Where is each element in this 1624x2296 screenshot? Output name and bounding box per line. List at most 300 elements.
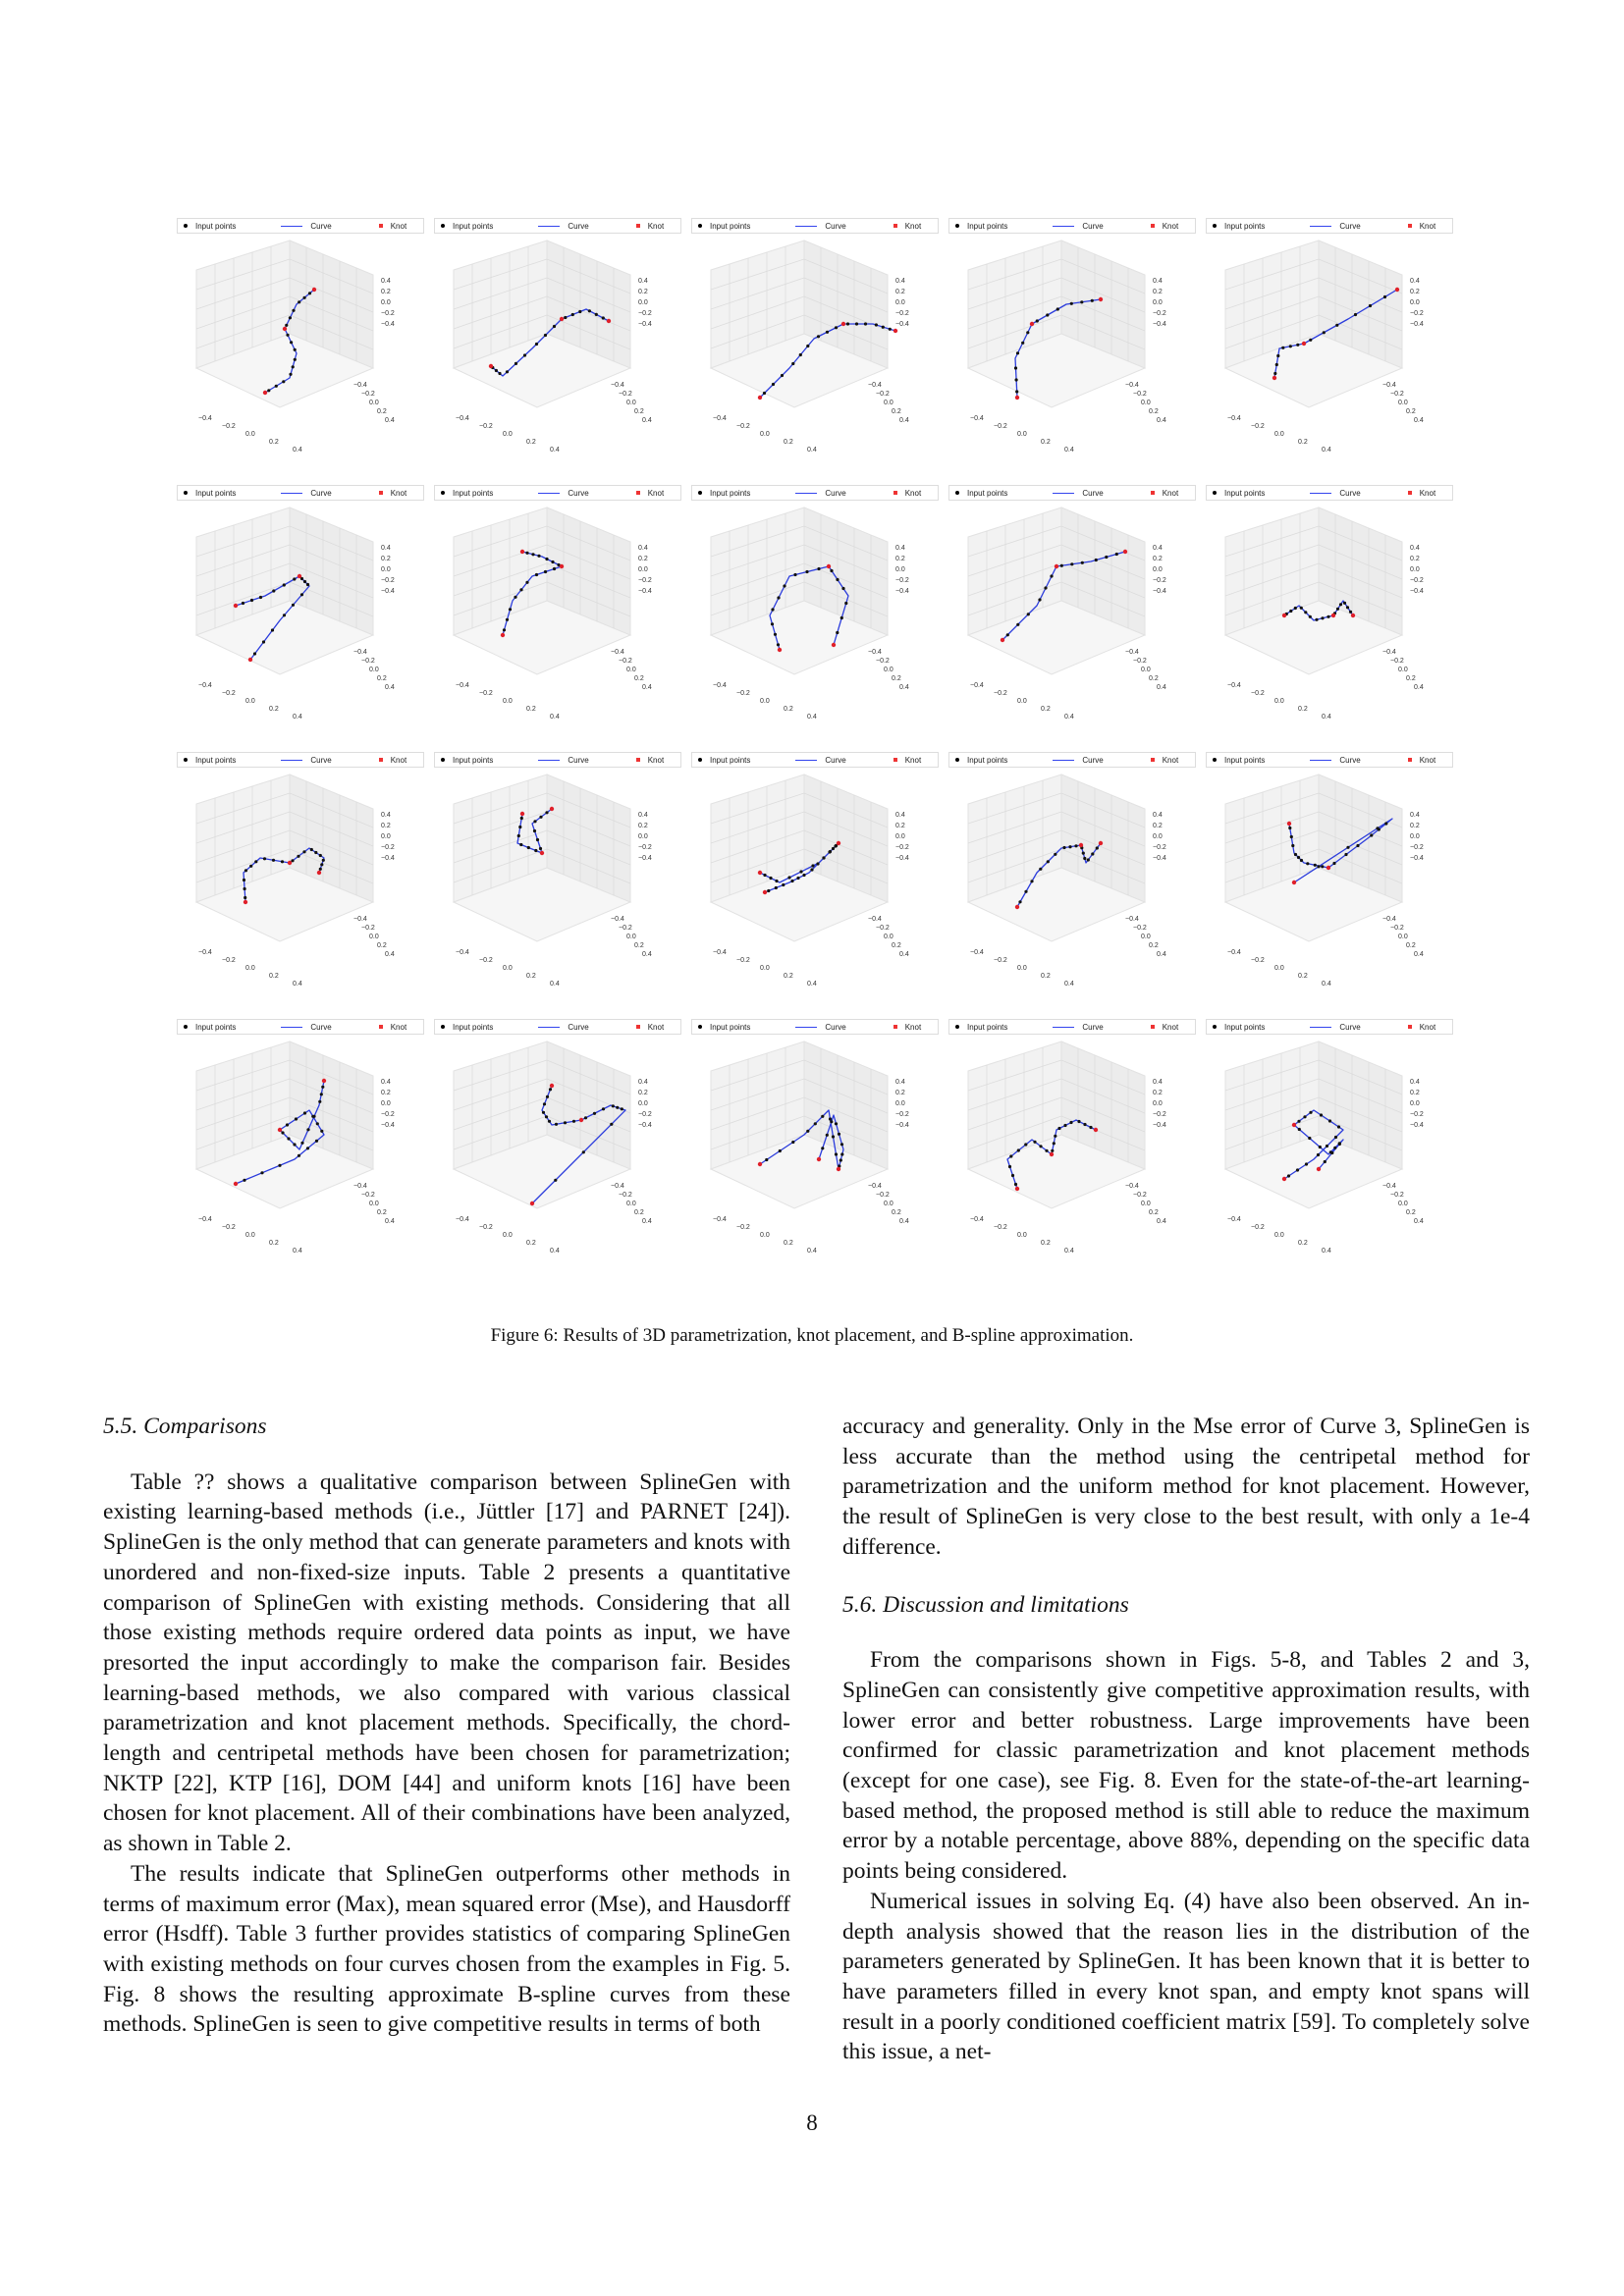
x-tick-label: 0.0: [503, 1232, 513, 1239]
legend-curve: Curve: [825, 1022, 846, 1032]
legend-curve: Curve: [1082, 1022, 1104, 1032]
z-tick-label: 0.2: [1410, 823, 1420, 829]
3d-axes: [691, 1037, 942, 1282]
x-tick-label: 0.4: [550, 1248, 560, 1255]
legend-knot: Knot: [1419, 1022, 1436, 1032]
legend-input-points: Input points: [710, 488, 751, 498]
y-tick-label: −0.2: [361, 925, 375, 932]
y-tick-label: −0.4: [868, 916, 882, 923]
x-tick-label: 0.0: [245, 431, 255, 438]
input-point: [525, 581, 528, 584]
input-point: [826, 1134, 829, 1137]
input-point: [822, 856, 825, 859]
input-point: [318, 1100, 321, 1103]
legend-curve: Curve: [310, 1022, 332, 1032]
y-tick-label: 0.0: [369, 1201, 379, 1207]
input-point: [1294, 607, 1297, 610]
x-tick-label: 0.4: [807, 981, 817, 988]
input-point: [285, 324, 288, 327]
knot-marker: [778, 648, 782, 652]
input-point: [1324, 1160, 1326, 1163]
input-point: [518, 826, 521, 828]
z-tick-label: −0.4: [1153, 855, 1166, 862]
input-point: [1346, 606, 1349, 609]
input-point: [1298, 1128, 1301, 1131]
legend-input-points: Input points: [1224, 755, 1266, 765]
x-tick-label: −0.4: [456, 415, 469, 422]
input-point: [278, 1164, 281, 1167]
z-tick-label: −0.4: [1410, 588, 1424, 595]
legend-knot: Knot: [904, 221, 922, 231]
y-tick-label: 0.2: [377, 1209, 387, 1216]
input-point: [1024, 890, 1027, 893]
y-tick-label: 0.4: [1157, 684, 1166, 691]
z-tick-label: 0.2: [1410, 556, 1420, 562]
x-tick-label: −0.2: [736, 690, 750, 697]
input-point: [802, 874, 805, 877]
z-tick-label: −0.2: [1153, 1111, 1166, 1118]
legend-input-points: Input points: [967, 488, 1008, 498]
paragraph: The results indicate that SplineGen outperforms other methods in terms of maximum error (Max), mean squared error (Mse), and Hausdorff error (Hsdff). Table 3 further provides statistics of comparing SplineGen with existing methods on four curves chosen from the examples in Fig. 5. Fig. 8 shows the resulting approximate B-spline curves from these methods. SplineGen is seen to give competitive results in terms of both: [103, 1860, 790, 2038]
3d-axes: [434, 503, 684, 748]
input-point: [578, 310, 581, 313]
input-point: [306, 583, 309, 586]
input-point: [539, 816, 542, 819]
input-point: [242, 602, 244, 605]
input-point: [548, 1120, 551, 1123]
input-point: [553, 325, 556, 328]
input-point: [771, 622, 774, 625]
input-point: [828, 850, 831, 853]
input-point: [1376, 827, 1379, 829]
input-point: [1096, 846, 1099, 849]
x-tick-label: 0.2: [269, 1240, 279, 1247]
input-point: [506, 618, 509, 621]
y-tick-label: −0.4: [1125, 916, 1139, 923]
x-tick-label: −0.4: [198, 682, 212, 689]
x-tick-label: −0.4: [970, 415, 984, 422]
input-point: [535, 343, 538, 346]
x-tick-label: −0.2: [222, 957, 236, 964]
input-point: [817, 567, 820, 570]
input-point: [286, 1123, 289, 1126]
input-point: [553, 567, 556, 570]
x-tick-label: 0.4: [1064, 981, 1074, 988]
y-tick-label: 0.0: [884, 934, 893, 940]
input-point: [1321, 865, 1324, 868]
z-tick-label: 0.0: [381, 1100, 391, 1107]
figure-6: [177, 218, 1453, 1298]
z-tick-label: −0.4: [1410, 855, 1424, 862]
figure-panel: [1206, 485, 1456, 750]
input-point: [531, 553, 534, 556]
y-tick-label: 0.2: [1406, 675, 1416, 682]
input-point: [293, 1143, 296, 1146]
input-point: [771, 608, 774, 611]
figure-panel: [1206, 218, 1456, 483]
input-point: [537, 555, 540, 558]
z-tick-label: 0.4: [895, 278, 905, 285]
input-point: [244, 887, 246, 890]
legend-input-points: Input points: [967, 1022, 1008, 1032]
z-tick-label: 0.4: [895, 545, 905, 552]
z-tick-label: 0.0: [638, 833, 648, 840]
x-tick-label: 0.4: [1322, 981, 1331, 988]
x-tick-label: 0.2: [1298, 973, 1308, 980]
x-tick-label: −0.2: [479, 1224, 493, 1231]
knot-marker: [827, 564, 831, 568]
x-tick-label: 0.4: [1064, 714, 1074, 721]
input-point: [889, 328, 892, 331]
y-tick-label: −0.2: [619, 925, 632, 932]
figure-panel: [177, 218, 427, 483]
z-tick-label: −0.2: [895, 1111, 909, 1118]
x-tick-label: −0.2: [479, 957, 493, 964]
knot-marker: [817, 1157, 821, 1161]
input-point: [543, 1102, 546, 1105]
input-point: [775, 886, 778, 889]
input-point: [1346, 846, 1349, 849]
input-point: [243, 1179, 245, 1182]
z-tick-label: −0.2: [895, 577, 909, 584]
z-tick-label: 0.2: [1153, 556, 1163, 562]
legend-input-points: Input points: [1224, 1022, 1266, 1032]
z-tick-label: 0.4: [381, 278, 391, 285]
z-tick-label: 0.2: [381, 823, 391, 829]
input-point: [520, 817, 523, 820]
input-point: [281, 860, 284, 863]
figure-panel: [691, 485, 942, 750]
z-tick-label: −0.2: [1153, 577, 1166, 584]
knot-marker: [520, 550, 524, 554]
input-point: [244, 896, 246, 899]
y-tick-label: 0.0: [626, 400, 636, 406]
paragraph: accuracy and generality. Only in the Mse error of Curve 3, SplineGen is less accurate than the method using the centripetal method for parametrization and the uniform method for knot placement. However, the result of SplineGen is very close to the best result, with only a 1e-4 difference.: [842, 1414, 1530, 1560]
input-point: [1336, 608, 1339, 611]
input-point: [1081, 561, 1084, 564]
z-tick-label: −0.4: [638, 588, 652, 595]
legend-knot: Knot: [904, 755, 922, 765]
input-point: [1323, 331, 1326, 334]
legend-curve: Curve: [1082, 488, 1104, 498]
paragraph: Table ?? shows a qualitative comparison between SplineGen with existing learning-based methods (i.e., Jüttler [17] and PARNET [24]). SplineGen is the only method that can generate parameters and knots with unordered and non-fixed-size inputs. Table 2 presents a quantitative comparison of SplineGen with existing methods. Considering that all those existing methods require ordered data points as input, we have presorted the input accordingly to make the comparison fair. Besides learning-based methods, we also compared with various classical parametrization and knot placement methods. Specifically, the chord-length and centripetal methods have been chosen for parametrization; NKTP [22], KTP [16], DOM [44] and uniform knots [16] have been chosen for knot placement. All of their combinations have been analyzed, as shown in Table 2.: [103, 1468, 790, 1857]
knot-marker: [1050, 1152, 1054, 1156]
legend-knot: Knot: [647, 488, 665, 498]
x-tick-label: 0.0: [245, 965, 255, 972]
input-point: [1356, 844, 1359, 847]
legend-input-points: Input points: [967, 221, 1008, 231]
y-tick-label: −0.2: [619, 1192, 632, 1199]
input-point: [826, 331, 829, 334]
knot-marker: [1326, 866, 1330, 870]
input-point: [303, 296, 306, 299]
input-point: [320, 1130, 323, 1133]
legend-input-points: Input points: [1224, 221, 1266, 231]
y-tick-label: 0.0: [1398, 400, 1408, 406]
input-point: [316, 1122, 319, 1125]
input-point: [1083, 1123, 1086, 1126]
x-tick-label: 0.0: [1017, 965, 1027, 972]
x-tick-label: −0.4: [1227, 415, 1241, 422]
input-point: [514, 362, 517, 365]
z-tick-label: −0.4: [895, 855, 909, 862]
input-point: [1309, 615, 1312, 618]
z-tick-label: 0.4: [381, 812, 391, 819]
input-point: [875, 323, 878, 326]
x-tick-label: 0.0: [245, 1232, 255, 1239]
input-point: [775, 880, 778, 882]
x-tick-label: 0.2: [1298, 1240, 1308, 1247]
figure-panel: [948, 485, 1199, 750]
z-tick-label: −0.4: [895, 588, 909, 595]
x-tick-label: 0.2: [526, 706, 536, 713]
input-point: [772, 383, 775, 386]
input-point: [829, 1117, 832, 1120]
input-point: [830, 569, 833, 572]
legend-input-points: Input points: [1224, 488, 1266, 498]
x-tick-label: −0.4: [456, 949, 469, 956]
legend-knot: Knot: [1162, 221, 1179, 231]
z-tick-label: −0.2: [1410, 577, 1424, 584]
z-tick-label: 0.4: [1410, 812, 1420, 819]
y-tick-label: −0.4: [868, 1183, 882, 1190]
x-tick-label: 0.0: [1017, 698, 1027, 705]
input-point: [838, 1133, 840, 1136]
z-tick-label: −0.4: [1410, 1122, 1424, 1129]
input-point: [1328, 1119, 1331, 1122]
y-tick-label: 0.0: [626, 1201, 636, 1207]
legend-knot: Knot: [1162, 755, 1179, 765]
input-point: [612, 1104, 615, 1107]
y-tick-label: 0.0: [1398, 1201, 1408, 1207]
input-point: [1294, 853, 1297, 856]
legend: [1206, 485, 1453, 501]
x-tick-label: 0.2: [784, 973, 793, 980]
y-tick-label: −0.2: [361, 391, 375, 398]
z-tick-label: 0.2: [638, 823, 648, 829]
figure-panel: [691, 218, 942, 483]
input-point: [1080, 300, 1083, 303]
knot-marker: [312, 288, 316, 292]
z-tick-label: −0.4: [381, 855, 395, 862]
input-point: [1317, 1153, 1320, 1156]
input-point: [1015, 378, 1018, 381]
input-point: [244, 869, 247, 872]
knot-marker: [1351, 614, 1355, 617]
y-tick-label: −0.2: [1390, 1192, 1404, 1199]
input-point: [806, 345, 809, 347]
input-point: [495, 369, 498, 372]
x-tick-label: 0.2: [269, 973, 279, 980]
input-point: [1287, 1174, 1290, 1177]
legend: [948, 752, 1196, 768]
knot-marker: [1015, 1187, 1019, 1191]
y-tick-label: 0.2: [1149, 942, 1159, 949]
x-tick-label: 0.2: [526, 439, 536, 446]
x-tick-label: −0.2: [994, 1224, 1007, 1231]
input-point: [555, 1123, 558, 1126]
page-number: 8: [806, 2110, 818, 2135]
input-point: [283, 583, 286, 586]
y-tick-label: 0.0: [1141, 1201, 1151, 1207]
knot-marker: [244, 900, 247, 904]
input-point: [1077, 1120, 1080, 1123]
input-point: [1300, 859, 1303, 862]
figure-panel: [948, 1019, 1199, 1284]
input-point: [1291, 844, 1294, 847]
input-point: [525, 552, 528, 555]
z-tick-label: 0.0: [895, 299, 905, 306]
legend: [948, 1019, 1196, 1035]
legend: [948, 485, 1196, 501]
legend-knot: Knot: [647, 755, 665, 765]
y-tick-label: 0.2: [1149, 1209, 1159, 1216]
knot-marker: [540, 851, 544, 855]
knot-marker: [1287, 822, 1291, 826]
input-point: [250, 599, 253, 602]
y-tick-label: −0.4: [1382, 916, 1396, 923]
input-point: [1370, 833, 1373, 836]
input-point: [297, 855, 299, 858]
input-point: [1030, 880, 1033, 882]
y-tick-label: 0.4: [385, 417, 395, 424]
3d-axes: [177, 770, 427, 1015]
input-point: [545, 1115, 548, 1118]
input-point: [320, 1093, 323, 1095]
z-tick-label: 0.4: [638, 812, 648, 819]
legend-input-points: Input points: [195, 488, 237, 498]
y-tick-label: −0.4: [353, 916, 367, 923]
input-point: [1296, 1168, 1299, 1171]
z-tick-label: −0.2: [895, 844, 909, 851]
x-tick-label: 0.0: [503, 698, 513, 705]
input-point: [836, 578, 839, 581]
z-tick-label: 0.4: [1410, 1079, 1420, 1086]
input-point: [1349, 611, 1352, 614]
x-tick-label: −0.4: [1227, 1216, 1241, 1223]
x-tick-label: 0.0: [760, 1232, 770, 1239]
input-point: [1050, 574, 1053, 577]
z-tick-label: 0.0: [1153, 1100, 1163, 1107]
input-point: [621, 1107, 623, 1110]
input-point: [602, 1107, 605, 1110]
y-tick-label: −0.4: [1125, 1183, 1139, 1190]
input-point: [1082, 852, 1085, 855]
input-point: [864, 322, 867, 325]
input-point: [840, 1152, 843, 1155]
z-tick-label: 0.0: [1410, 566, 1420, 573]
z-tick-label: 0.2: [895, 556, 905, 562]
input-point: [777, 596, 780, 599]
y-tick-label: −0.2: [876, 658, 890, 665]
input-point: [846, 322, 849, 325]
x-tick-label: −0.2: [1251, 1224, 1265, 1231]
input-point: [1091, 852, 1094, 855]
y-tick-label: −0.4: [868, 382, 882, 389]
input-point: [282, 380, 285, 383]
3d-axes: [1206, 236, 1456, 481]
y-tick-label: 0.4: [1157, 417, 1166, 424]
input-point: [509, 608, 512, 611]
input-point: [545, 811, 548, 814]
input-point: [832, 1135, 835, 1138]
y-tick-label: 0.0: [1141, 934, 1151, 940]
z-tick-label: 0.4: [638, 545, 648, 552]
knot-marker: [837, 841, 840, 845]
input-point: [1305, 1162, 1308, 1165]
3d-axes: [1206, 1037, 1456, 1282]
legend-knot: Knot: [1162, 488, 1179, 498]
input-point: [841, 587, 844, 590]
knot-marker: [1302, 342, 1306, 346]
y-tick-label: −0.2: [876, 925, 890, 932]
3d-axes: [434, 770, 684, 1015]
input-point: [1016, 623, 1019, 626]
x-tick-label: 0.2: [1041, 1240, 1051, 1247]
legend-curve: Curve: [1339, 221, 1361, 231]
z-tick-label: 0.0: [1410, 833, 1420, 840]
knot-marker: [550, 1084, 554, 1088]
input-point: [1344, 853, 1347, 856]
z-tick-label: 0.2: [895, 289, 905, 295]
input-point: [262, 640, 265, 643]
y-tick-label: 0.2: [892, 1209, 901, 1216]
input-point: [1306, 862, 1309, 865]
y-tick-label: 0.4: [1414, 951, 1424, 958]
legend: [177, 752, 424, 768]
input-point: [1275, 363, 1278, 366]
x-tick-label: 0.2: [784, 439, 793, 446]
knot-marker: [893, 329, 897, 333]
legend-curve: Curve: [310, 488, 332, 498]
input-point: [811, 864, 814, 867]
input-point: [1309, 1111, 1312, 1114]
input-point: [1383, 295, 1386, 298]
x-tick-label: 0.0: [1274, 698, 1284, 705]
figure-caption: Figure 6: Results of 3D parametrization, knot placement, and B-spline approximation.: [490, 1325, 1134, 1346]
x-tick-label: 0.2: [1298, 439, 1308, 446]
input-point: [805, 570, 808, 573]
knot-marker: [832, 643, 836, 647]
y-tick-label: 0.4: [899, 417, 909, 424]
y-tick-label: 0.2: [377, 675, 387, 682]
legend-knot: Knot: [647, 221, 665, 231]
legend-curve: Curve: [1339, 1022, 1361, 1032]
knot-marker: [607, 319, 611, 323]
input-point: [536, 838, 539, 841]
knot-marker: [520, 812, 524, 816]
input-point: [1039, 868, 1042, 871]
input-point: [767, 889, 770, 892]
paragraph: Numerical issues in solving Eq. (4) have also been observed. An in-depth analysis showed that the reason lies in the distribution of the parameters generated by SplineGen. It has been known that it is better to have parameters filled in every knot span, and empty knot spans will result in a poorly conditioned coefficient matrix [59]. To completely solve this issue, a net-: [842, 1888, 1530, 2065]
input-point: [1289, 345, 1292, 347]
z-tick-label: 0.4: [1153, 812, 1163, 819]
input-point: [546, 1095, 549, 1098]
y-tick-label: −0.2: [1390, 925, 1404, 932]
z-tick-label: 0.0: [638, 1100, 648, 1107]
input-point: [593, 1112, 596, 1115]
input-point: [584, 1116, 587, 1119]
input-point: [1369, 304, 1372, 307]
figure-panel: [691, 1019, 942, 1284]
input-point: [294, 358, 297, 361]
3d-axes: [434, 236, 684, 481]
knot-marker: [1001, 638, 1004, 642]
z-tick-label: −0.4: [638, 321, 652, 328]
y-tick-label: −0.2: [1133, 925, 1147, 932]
z-tick-label: 0.0: [1410, 1100, 1420, 1107]
legend: [691, 218, 939, 234]
